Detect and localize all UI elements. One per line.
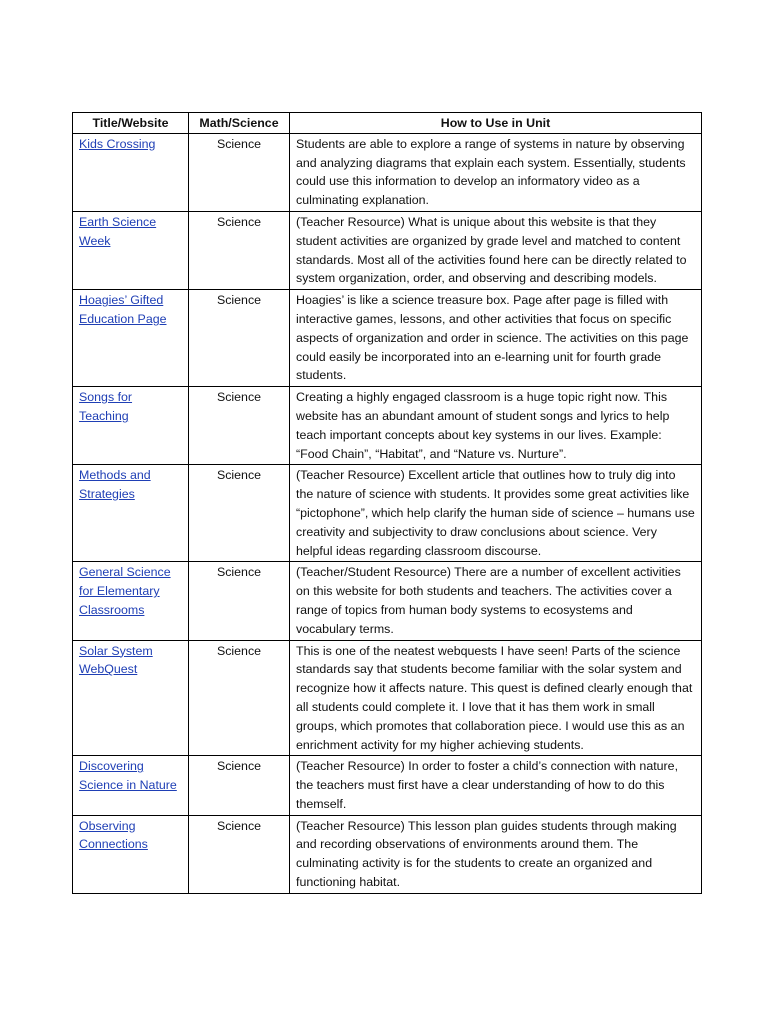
subject-cell: Science — [189, 465, 290, 562]
subject-cell: Science — [189, 133, 290, 211]
table-row — [73, 640, 702, 756]
title-cell — [73, 815, 189, 893]
table-row — [73, 465, 702, 562]
description-cell: (Teacher/Student Resource) There are a number of excellent activities on this website for both students and teachers. The activities cover a range of topics from human body systems to ecosystems and vocabulary terms. — [290, 562, 702, 640]
resource-link-hoagies-gifted[interactable]: Hoagies’ Gifted Education Page — [79, 293, 167, 326]
table-row — [73, 387, 702, 465]
description-cell: This is one of the neatest webquests I have seen! Parts of the science standards say that students become familiar with the solar system and recognize how it affects nature. This quest is defined clearly enough that all students could complete it. I love that it has them work in small groups, which promotes that collaboration piece. I would use this as an enrichment activity for my higher achieving students. — [290, 640, 702, 756]
subject-cell: Science — [189, 290, 290, 387]
table-header-row — [73, 113, 702, 134]
table-row — [73, 211, 702, 289]
resource-link-methods-strategies[interactable]: Methods and Strategies — [79, 468, 151, 502]
table-row — [73, 133, 702, 211]
resource-table — [72, 112, 702, 894]
resource-link-kids-crossing[interactable]: Kids Crossing — [79, 136, 156, 151]
title-cell — [73, 640, 189, 756]
title-cell — [73, 290, 189, 387]
title-cell — [73, 465, 189, 562]
header-math-science: Math/Science — [189, 113, 290, 134]
resource-link-discovering-science[interactable]: Discovering Science in Nature — [79, 759, 177, 793]
table-row — [73, 815, 702, 893]
description-cell: (Teacher Resource) What is unique about this website is that they student activities are organized by grade level and matched to content standards. Most all of the activities found here can be directly related to system organization, order, and observing and describing models. — [290, 211, 702, 289]
table-row — [73, 290, 702, 387]
resource-link-general-science[interactable]: General Science for Elementary Classrooms — [79, 565, 171, 617]
description-cell: Hoagies’ is like a science treasure box. Page after page is filled with interactive games, lessons, and other activities that focus on specific aspects of organization and order in science. The activities on this page could easily be incorporated into an e-learning unit for fourth grade students. — [290, 290, 702, 387]
table-row — [73, 562, 702, 640]
subject-cell: Science — [189, 211, 290, 289]
title-cell — [73, 756, 189, 815]
table-row — [73, 756, 702, 815]
subject-cell: Science — [189, 387, 290, 465]
title-cell — [73, 133, 189, 211]
title-cell — [73, 211, 189, 289]
title-cell — [73, 562, 189, 640]
subject-cell: Science — [189, 640, 290, 756]
description-cell: (Teacher Resource) This lesson plan guides students through making and recording observations of environments around them. The culminating activity is for the students to create an organized and functioning habitat. — [290, 815, 702, 893]
resource-link-songs-for-teaching[interactable]: Songs for Teaching — [79, 390, 133, 423]
header-title-website: Title/Website — [73, 113, 189, 134]
description-cell: (Teacher Resource) Excellent article that outlines how to truly dig into the nature of science with students. It provides some great activities like “pictophone”, which help clarify the human side of science – humans use creativity and subjectivity to draw conclusions about science. Very helpful ideas regarding classroom discourse. — [290, 465, 702, 562]
description-cell: (Teacher Resource) In order to foster a child’s connection with nature, the teachers must first have a clear understanding of how to do this themself. — [290, 756, 702, 815]
subject-cell: Science — [189, 815, 290, 893]
resource-link-solar-system-webquest[interactable]: Solar System WebQuest — [79, 643, 153, 677]
resource-link-earth-science-week[interactable]: Earth Science Week — [79, 214, 157, 248]
description-cell: Students are able to explore a range of systems in nature by observing and analyzing diagrams that explain each system. Essentially, students could use this information to develop an informatory video as a culminating explanation. — [290, 133, 702, 211]
title-cell — [73, 387, 189, 465]
header-how-to-use: How to Use in Unit — [290, 113, 702, 134]
resource-link-observing-connections[interactable]: Observing Connections — [79, 818, 148, 852]
subject-cell: Science — [189, 756, 290, 815]
subject-cell: Science — [189, 562, 290, 640]
description-cell: Creating a highly engaged classroom is a huge topic right now. This website has an abundant amount of student songs and lyrics to help teach important concepts about key systems in our lives. Example: “Food Chain”, “Habitat”, and “Nature vs. Nurture”. — [290, 387, 702, 465]
